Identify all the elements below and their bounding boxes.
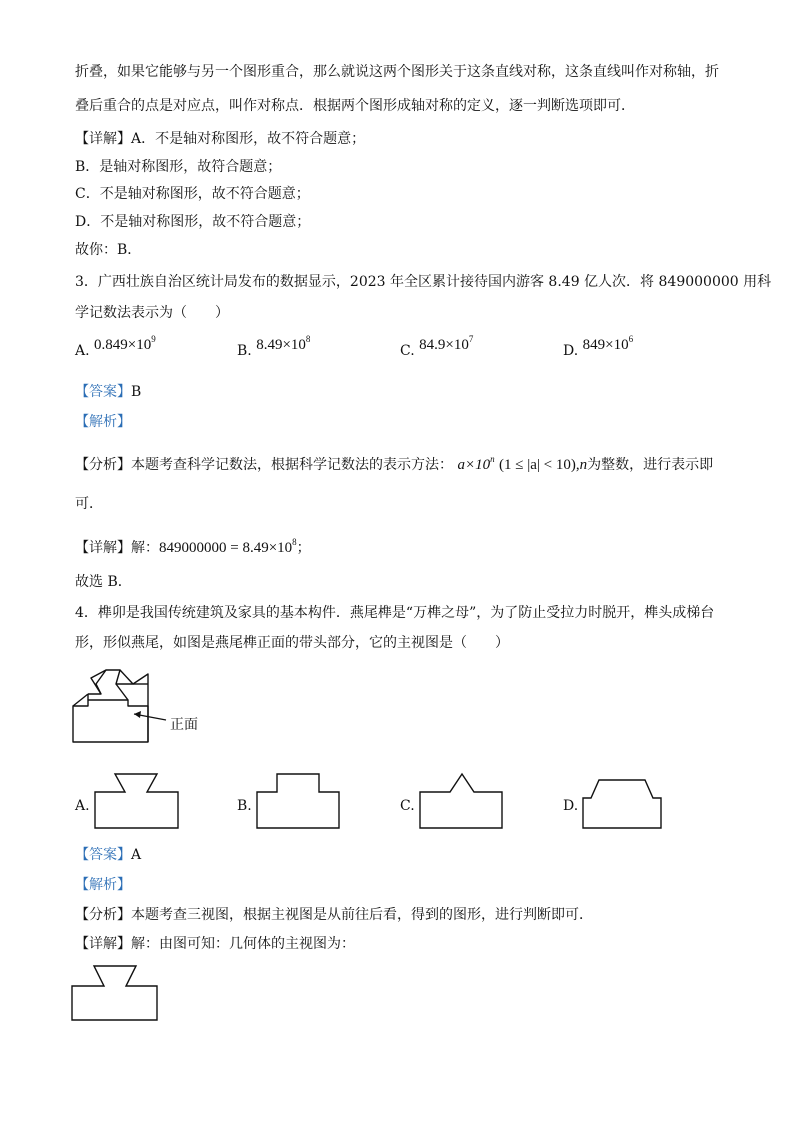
front-label: 正面 [170,717,198,733]
q4-stem-cont: 形，形似燕尾，如图是燕尾榫正面的带头部分，它的主视图是（ ） [75,635,509,651]
q4-option-d-shape [583,772,673,832]
q3-stem: 3．广西壮族自治区统计局发布的数据显示，2023 年全区累计接待国内游客 8.49 亿人次．将 849000000 用科 [75,274,772,290]
option-value: $8.49\times 10^8$ [256,334,311,353]
conclusion: 故你：B． [75,242,142,258]
detail-d: D．不是轴对称图形，故不符合题意； [75,214,311,230]
q4-detail: 【详解】解：由图可知：几何体的主视图为： [75,936,355,952]
detail-c: C．不是轴对称图形，故不符合题意； [75,186,310,202]
q4-option-d-label: D. [563,798,579,814]
detail-a: 【详解】A．不是轴对称图形，故不符合题意； [75,131,366,147]
text-line: 叠后重合的点是对应点，叫作对称点．根据两个图形成轴对称的定义，逐一判断选项即可． [75,98,635,114]
q4-option-a-label: A. [75,798,90,814]
q3-option-b [237,334,310,359]
option-value: $0.849\times 10^9$ [94,334,156,353]
option-value: $84.9\times 10^7$ [419,334,474,353]
option-value: $849\times 10^6$ [582,334,634,353]
q3-analysis: 【分析】本题考查科学记数法，根据科学记数法的表示方法： $a\times 10^n$ (1 ≤ |a| < 10),n为整数，进行表示即 [75,454,714,473]
option-label: C. [400,343,415,359]
q4-detail-shape [72,962,162,1024]
q4-stem: 4．榫卯是我国传统建筑及家具的基本构件．燕尾榫是“万榫之母”，为了防止受拉力时脱开，榫头成梯台 [75,605,715,621]
q3-analysis-end: 可． [75,496,103,512]
text-line: 折叠，如果它能够与另一个图形重合，那么就说这两个图形关于这条直线对称，这条直线叫作对称轴，折 [75,64,719,80]
q4-answer: 【答案】A [75,847,142,863]
q4-option-b-shape [257,772,347,832]
q4-analysis-tag: 【解析】 [75,877,131,893]
q4-option-b-label: B. [237,798,252,814]
q4-analysis: 【分析】本题考查三视图，根据主视图是从前往后看，得到的图形，进行判断即可． [75,907,593,923]
q3-option-a [75,334,156,359]
q3-analysis-tag: 【解析】 [75,414,131,430]
q3-detail: 【详解】解：$849000000 = 8.49\times 10^8$； [75,537,311,556]
q4-option-c-label: C. [400,798,415,814]
q3-answer: 【答案】B [75,384,142,400]
q4-option-a-shape [95,772,185,832]
detail-b: B．是轴对称图形，故符合题意； [75,159,282,175]
q4-option-c-shape [420,772,510,832]
option-label: B. [237,343,252,359]
option-label: A. [75,343,90,359]
q3-stem-cont: 学记数法表示为（ ） [75,305,229,321]
option-label: D. [563,343,579,359]
q3-conclusion: 故选 B． [75,574,132,590]
q3-option-c [400,334,473,359]
q3-option-d [563,334,633,359]
